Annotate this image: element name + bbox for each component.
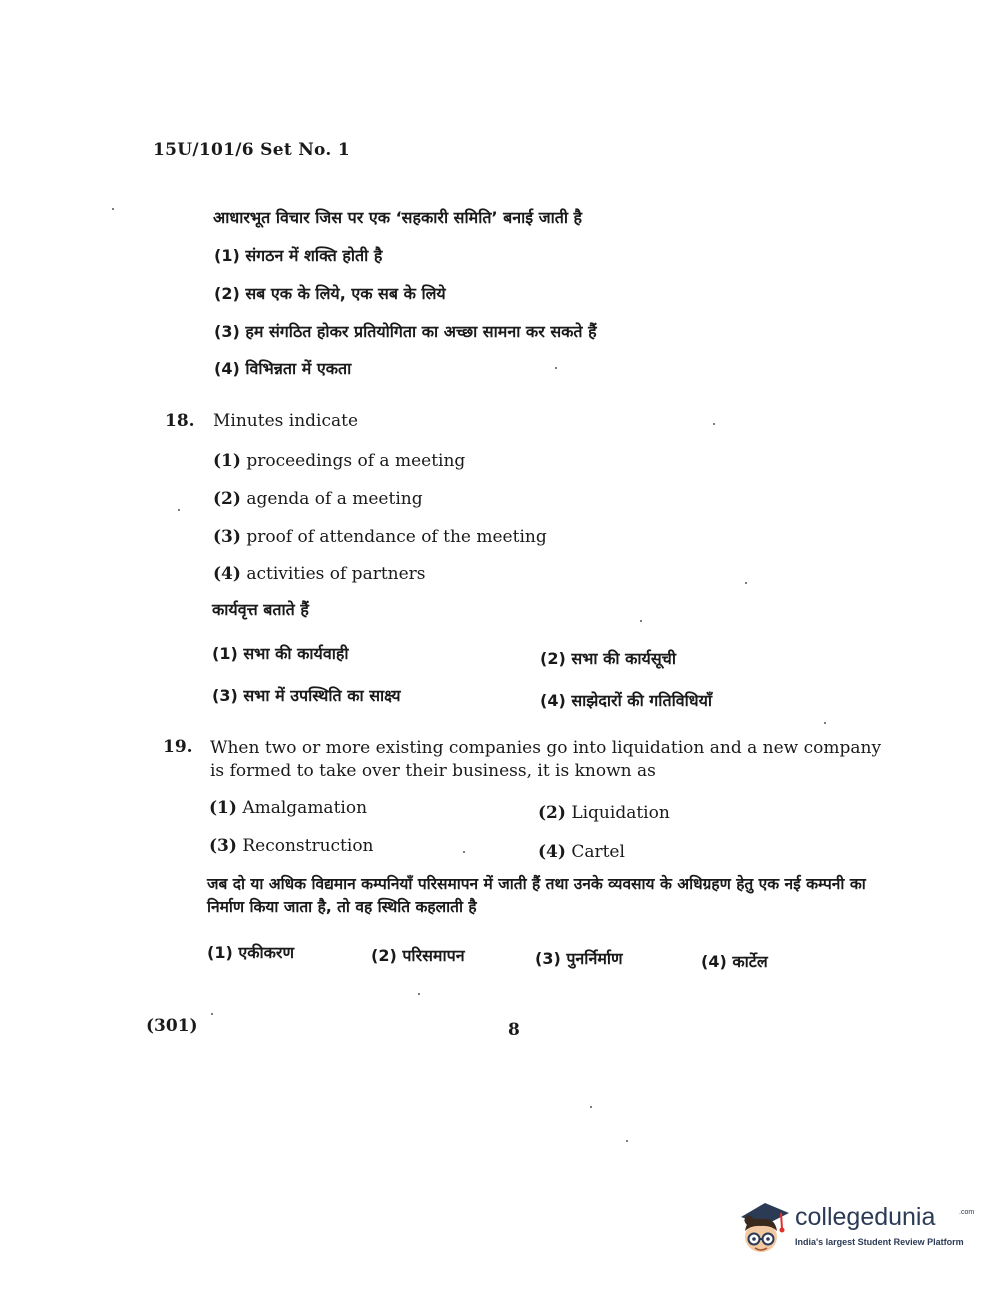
q19-option-4	[538, 842, 625, 862]
option-text: Reconstruction	[242, 836, 374, 856]
option-number: (3)	[212, 686, 238, 705]
option-text: परिसमापन	[402, 946, 465, 965]
option-number: (1)	[209, 798, 237, 818]
option-text: सभा की कार्यसूची	[571, 649, 676, 668]
option-text: हम संगठित होकर प्रतियोगिता का अच्छा सामना कर सकते हैं	[245, 322, 597, 341]
option-text: proceedings of a meeting	[246, 451, 466, 471]
option-number: (4)	[213, 564, 241, 584]
option-text: activities of partners	[246, 564, 426, 584]
option-number: (3)	[213, 527, 241, 547]
option-number: (1)	[213, 451, 241, 471]
prev-option-3	[214, 320, 597, 342]
option-number: (1)	[214, 246, 240, 265]
option-text: साझेदारों की गतिविधियाँ	[571, 691, 713, 710]
q18-option-4	[213, 564, 426, 584]
q19-hindi-option-4	[701, 950, 768, 972]
question-19-stem: When two or more existing companies go into liquidation and a new company is formed to take over their business, it is known as	[210, 738, 882, 781]
option-number: (1)	[207, 943, 233, 962]
q19-option-2	[538, 803, 670, 823]
q19-hindi-option-3	[535, 947, 623, 969]
q19-option-1	[209, 798, 367, 818]
q19-hindi-option-1	[207, 941, 294, 963]
page-number: 8	[508, 1020, 520, 1040]
question-19-number: 19.	[163, 737, 193, 757]
logo-wordmark: collegedunia	[795, 1203, 936, 1231]
logo-tagline: India's largest Student Review Platform	[795, 1237, 964, 1247]
student-mascot-icon	[735, 1195, 793, 1265]
option-number: (4)	[540, 691, 566, 710]
option-number: (2)	[371, 946, 397, 965]
q18-hindi-option-4	[540, 689, 712, 711]
paper-code: (301)	[146, 1016, 198, 1036]
option-number: (3)	[214, 322, 240, 341]
option-text: Amalgamation	[242, 798, 368, 818]
question-18-stem: Minutes indicate	[213, 411, 359, 431]
option-text: कार्टेल	[732, 952, 768, 971]
option-text: सभा में उपस्थिति का साक्ष्य	[243, 686, 401, 705]
prev-option-4	[214, 357, 351, 379]
option-number: (2)	[538, 803, 566, 823]
q18-hindi-option-1	[212, 642, 349, 664]
q18-hindi-option-3	[212, 684, 401, 706]
option-number: (1)	[212, 644, 238, 663]
prev-question-hindi-stem: आधारभूत विचार जिस पर एक ‘सहकारी समिति’ बनाई जाती है	[213, 208, 583, 227]
prev-option-2	[214, 282, 446, 304]
q18-option-2	[213, 489, 423, 509]
prev-option-1	[214, 244, 382, 266]
option-text: एकीकरण	[238, 943, 295, 962]
option-text: विभिन्नता में एकता	[245, 359, 352, 378]
option-number: (2)	[213, 489, 241, 509]
q19-option-3	[209, 836, 374, 856]
q18-option-1	[213, 451, 465, 471]
option-text: agenda of a meeting	[246, 489, 423, 509]
option-number: (4)	[538, 842, 566, 862]
option-text: proof of attendance of the meeting	[246, 527, 547, 547]
option-number: (3)	[535, 949, 561, 968]
option-text: Cartel	[571, 842, 625, 862]
q18-option-3	[213, 527, 547, 547]
question-19-hindi-stem: जब दो या अधिक विद्यमान कम्पनियाँ परिसमापन में जाती हैं तथा उनके व्यवसाय के अधिग्रहण हेतु एक नई कम्पनी का निर्माण किया जाता है, तो वह स्थिति कहलाती है	[207, 875, 866, 916]
option-number: (3)	[209, 836, 237, 856]
option-text: सब एक के लिये, एक सब के लिये	[245, 284, 446, 303]
option-text: सभा की कार्यवाही	[243, 644, 349, 663]
option-text: Liquidation	[571, 803, 670, 823]
question-18-hindi-stem: कार्यवृत्त बताते हैं	[212, 600, 309, 619]
option-number: (4)	[701, 952, 727, 971]
paper-header: 15U/101/6 Set No. 1	[153, 140, 350, 160]
question-18-number: 18.	[165, 411, 195, 431]
option-number: (4)	[214, 359, 240, 378]
logo-suffix: .com	[959, 1209, 975, 1216]
q19-hindi-option-2	[371, 944, 465, 966]
option-number: (2)	[540, 649, 566, 668]
option-text: पुनर्निर्माण	[566, 949, 623, 968]
option-text: संगठन में शक्ति होती है	[245, 246, 383, 265]
option-number: (2)	[214, 284, 240, 303]
collegedunia-logo	[735, 1195, 975, 1265]
q18-hindi-option-2	[540, 647, 676, 669]
